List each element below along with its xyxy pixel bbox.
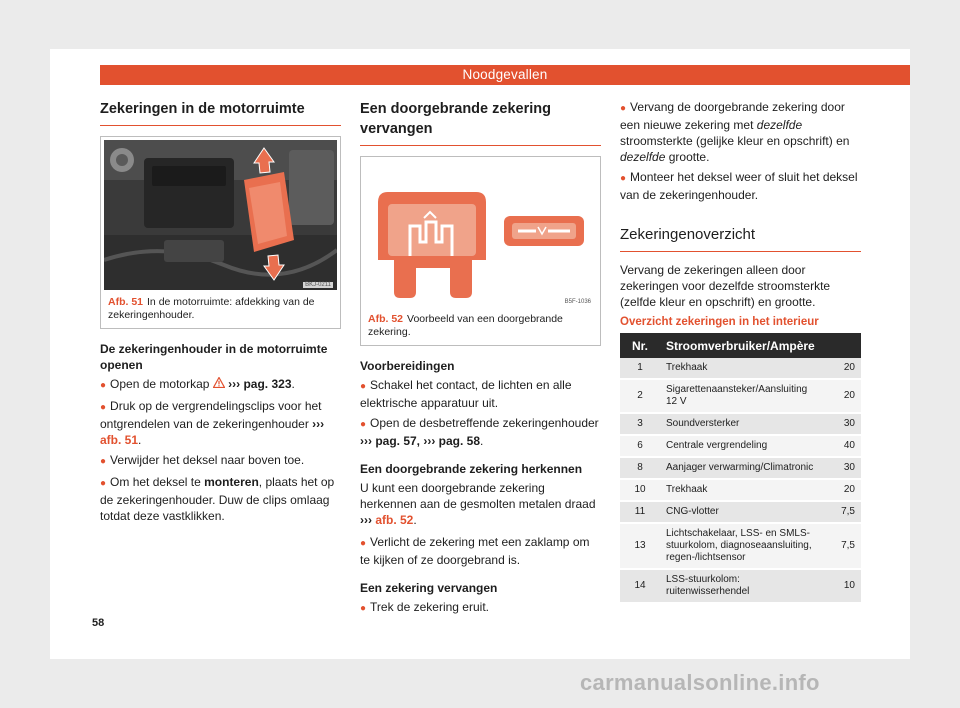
figure-label: Afb. 52 [368, 313, 404, 325]
bullet-icon: ● [100, 478, 107, 489]
engine-bay-illustration [104, 140, 337, 290]
step-open-holder: ● Open de desbetreffende zekeringenhouder ››› pag. 57, ››› pag. 58. [360, 416, 599, 448]
figure-code: BKJ-0211 [305, 282, 331, 288]
step-switch-off: ● Schakel het contact, de lichten en alle elektrische apparatuur uit. [360, 378, 572, 410]
figure-caption-text: Voorbeeld van een doorgebrande zekering. [368, 313, 563, 338]
table-row: 13 Lichtschakelaar, LSS- en SMLS-stuurkolom, diagnoseaansluiting, regen-/lichtsensor 7,5 [620, 523, 861, 569]
step-mount-cover: ● Om het deksel te monteren, plaats het op de zekeringenhouder. Duw de clips omlaag totdat deze vastklikken. [100, 475, 335, 523]
bullet-icon: ● [360, 419, 367, 430]
figure-code: B5F-1036 [564, 299, 591, 305]
fuse-drawing [364, 160, 597, 307]
watermark: carmanualsonline.info [580, 670, 820, 695]
column-fuse-overview [620, 99, 861, 604]
step-replace-same: ● Vervang de doorgebrande zekering door een nieuwe zekering met dezelfde stroomsterkte (gelijke kleur en opschrift) en dezelfde grootte. [620, 100, 850, 164]
subheading-open-holder: De zekeringenhouder in de motorruimte openen [100, 342, 328, 372]
step-remove-cover: ● Verwijder het deksel naar boven toe. [100, 453, 305, 467]
link-afb-52[interactable]: afb. 52 [375, 513, 414, 527]
recognize-text: U kunt een doorgebrande zekering herkennen aan de gesmolten metalen draad ››› afb. 52. [360, 481, 596, 527]
bullet-icon: ● [360, 538, 367, 549]
table-row: 1 Trekhaak 20 [620, 358, 861, 379]
table-row: 6 Centrale vergrendeling 40 [620, 435, 861, 457]
link-afb-51[interactable]: afb. 51 [100, 433, 139, 447]
subheading-recognize: Een doorgebrande zekering herkennen [360, 462, 583, 476]
overview-intro: Vervang de zekeringen alleen door zekeringen voor dezelfde stroomsterkte (zelfde kleur en opschrift) en grootte. [620, 263, 831, 309]
column-replace-fuse [360, 99, 601, 621]
column-engine-fuses [100, 99, 341, 528]
fuse-table [620, 333, 861, 604]
chapter-header: Noodgevallen [100, 65, 910, 85]
bullet-icon: ● [620, 103, 627, 114]
subheading-replace: Een zekering vervangen [360, 581, 498, 595]
table-row: 11 CNG-vlotter 7,5 [620, 501, 861, 523]
figure-caption [104, 290, 337, 325]
engine-bay-photo [104, 140, 337, 290]
warning-triangle-icon [213, 377, 225, 388]
table-header-row [620, 333, 861, 358]
section-title-fuse-overview: Zekeringenoverzicht [620, 225, 861, 252]
figure-51 [100, 136, 341, 329]
subheading-preparations: Voorbereidingen [360, 359, 455, 373]
column-header-nr: Nr. [620, 333, 660, 358]
bullet-icon: ● [100, 380, 107, 391]
step-pull-fuse: ● Trek de zekering eruit. [360, 600, 489, 614]
bullet-icon: ● [360, 381, 367, 392]
table-row: 3 Soundversterker 30 [620, 413, 861, 435]
link-pages-57-58[interactable]: ››› pag. 57, ››› pag. 58 [360, 434, 481, 448]
bullet-icon: ● [100, 456, 107, 467]
step-flashlight: ● Verlicht de zekering met een zaklamp om te kijken of ze doorgebrand is. [360, 535, 590, 567]
step-refit-cover: ● Monteer het deksel weer of sluit het deksel van de zekeringenhouder. [620, 170, 858, 202]
table-row: 8 Aanjager verwarming/Climatronic 30 [620, 457, 861, 479]
bullet-icon: ● [620, 173, 627, 184]
manual-page [50, 49, 910, 659]
column-header-consumer: Stroomverbruiker/Ampère [660, 333, 861, 358]
bullet-icon: ● [360, 603, 367, 614]
page-number: 58 [92, 617, 105, 629]
step-press-clips: ● Druk op de vergrendelingsclips voor het ontgrendelen van de zekeringenhouder ››› afb. 51. [100, 399, 325, 447]
figure-caption-text: In de motorruimte: afdekking van de zekeringenhouder. [108, 296, 315, 321]
link-page-323[interactable]: ››› pag. 323 [228, 377, 292, 391]
section-title-engine-fuses: Zekeringen in de motorruimte [100, 99, 341, 126]
section-title-replace-fuse: Een doorgebrande zekering vervangen [360, 99, 601, 146]
blown-fuse-illustration [364, 160, 597, 307]
table-title: Overzicht zekeringen in het interieur [620, 316, 819, 328]
table-row: 2 Sigarettenaansteker/Aansluiting 12 V 20 [620, 379, 861, 413]
bullet-icon: ● [100, 402, 107, 413]
table-row: 14 LSS-stuurkolom: ruitenwisserhendel 10 [620, 569, 861, 603]
table-row: 10 Trekhaak 20 [620, 479, 861, 501]
figure-52 [360, 156, 601, 346]
step-open-hood: ● Open de motorkap ››› pag. 323. [100, 377, 295, 391]
figure-caption [364, 307, 597, 342]
figure-label: Afb. 51 [108, 296, 144, 308]
